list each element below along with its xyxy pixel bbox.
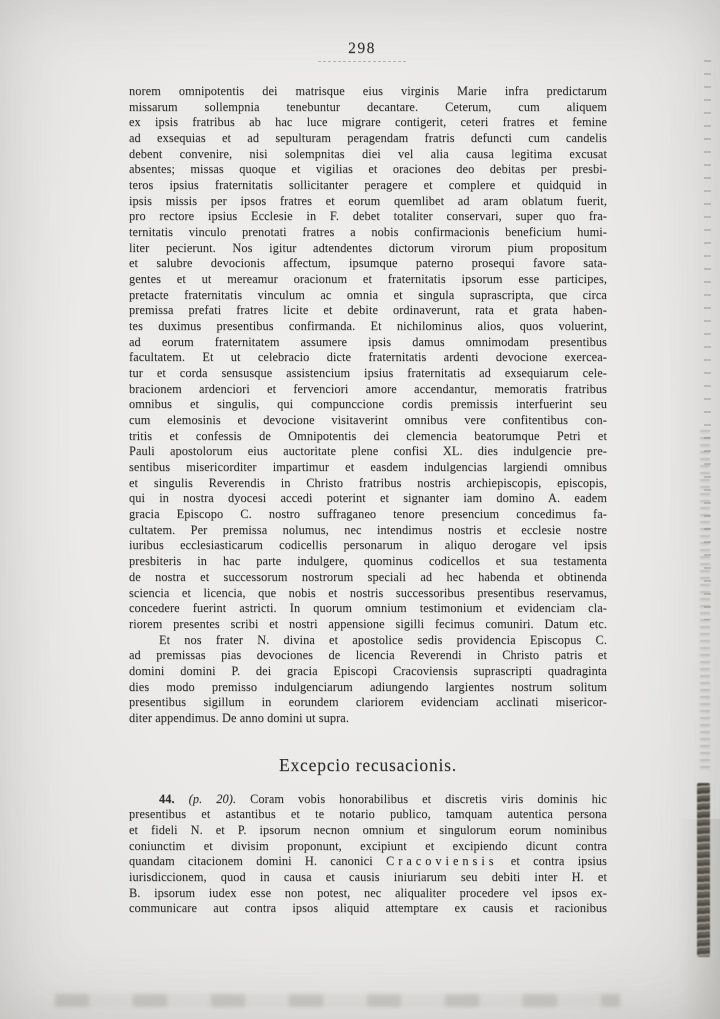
text-segment-italic: (p. 20). xyxy=(188,791,237,806)
text-line: pretacte fraternitatis vinculum ac omnia et singula suprascripta, que circa xyxy=(129,287,607,302)
text-line: tes duximus presentibus confirmanda. Et nichilominus alios, quos voluerint, xyxy=(129,319,607,334)
scan-speckle-column xyxy=(704,60,711,620)
text-line: ad premissas pias devociones de licencia Reverendi in Christo patris et xyxy=(129,648,607,663)
scan-corner-shade xyxy=(660,819,720,1019)
text-line: cum elemosinis et devocione visitaverint omnibus vere confitentibus con- xyxy=(129,413,607,428)
page-number-rule xyxy=(318,61,406,62)
text-line: liter pecierunt. Nos igitur adtendentes dictorum virorum pium propositum xyxy=(129,240,607,255)
text-line: premissa prefati fratres licite et debite ordinaverunt, rata et grata haben- xyxy=(129,303,607,318)
text-line: ad exsequias et ad sepulturam peragendam fratris defuncti cum candelis xyxy=(129,131,607,146)
text-line: domini domini P. dei gracia Episcopi Cracoviensis suprascripti quadraginta xyxy=(129,663,607,678)
text-line: cultatem. Per premissa nolumus, nec intendimus nostris et ecclesie nostre xyxy=(129,522,607,537)
page-header xyxy=(300,40,424,62)
text-line: presbiteris in hac parte indulgere, quominus codicellos et sua testamenta xyxy=(129,554,607,569)
paragraph xyxy=(129,84,607,633)
text-line: gentes et ut mereamur oracionum et fraternitatis ipsorum esse participes, xyxy=(129,272,607,287)
text-line: ipsis missis per ipsos fratres et eorum quemlibet ad aram oblatum fuerit, xyxy=(129,193,607,208)
text-line: ex ipsis fratribus ab hac luce migrare contigerit, ceteri fratres et femine xyxy=(129,115,607,130)
text-segment: Coram vobis honorabilibus et discretis viris dominis hic xyxy=(236,791,607,806)
text-line: ternitatis vinculo prenotati fratres a nobis confirmacionis beneficium humi- xyxy=(129,225,607,240)
text-line: bracionem ardenciori et fervenciori amore accendantur, memoratis fratribus xyxy=(129,381,607,396)
text-line: communicare aut contra ipsos aliquid attemptare ex causis et racionibus xyxy=(129,901,607,916)
text-line: Pauli apostolorum eius auctoritate plene confisi XL. dies indulgencie pre- xyxy=(129,444,607,459)
text-line: qui in nostra dyocesi accedi poterint et signanter iam domino A. eadem xyxy=(129,491,607,506)
text-line: ad eorum fraternitatem assumere ipsis damus omnimodam presentibus xyxy=(129,334,607,349)
text-line: concedere fuerint astricti. In quorum omnium testimonium et evidenciam cla- xyxy=(129,601,607,616)
text-line: et fideli N. et P. ipsorum necnon omnium et singulorum eorum nominibus xyxy=(129,822,607,837)
text-segment-bold: 44. xyxy=(159,791,175,806)
text-line: coniunctim et divisim proponunt, excipiunt et excipiendo dicunt contra xyxy=(129,838,607,853)
text-line: diter appendimus. De anno domini ut supra. xyxy=(129,710,350,725)
scan-bleedthrough-column xyxy=(700,430,710,770)
text-line: tur et corda sensusque assistencium ipsius fraternitatis ad exsequiarum cele- xyxy=(129,366,607,381)
text-line: sciencia et licencia, que nobis et nostris successoribus presentibus reservamus, xyxy=(129,585,607,600)
text-block xyxy=(129,84,607,917)
text-line: pro rectore ipsius Ecclesie in F. debet totaliter conservari, super quo fra- xyxy=(129,209,607,224)
text-line: presentibus et astantibus et te notario publico, tamquam autentica persona xyxy=(129,807,607,822)
text-line: iurisdiccionem, quod in causa et causis iniuriarum seu debiti inter H. et xyxy=(129,869,607,884)
text-line: de nostra et successorum nostrorum speciali ad hec habenda et obtinenda xyxy=(129,569,607,584)
page-number: 298 xyxy=(348,40,376,57)
text-line: norem omnipotentis dei matrisque eius virginis Marie infra predictarum xyxy=(129,84,607,98)
text-line: facultatem. Et ut celebracio dicte fraternitatis ardenti devocione exercea- xyxy=(129,350,607,365)
scan-edge-dark-strip xyxy=(697,783,710,957)
text-line: riorem presentes scribi et nostri appensione sigilli fecimus comuniri. Datum etc. xyxy=(129,616,607,631)
text-line: iuribus ecclesiasticarum codicellis personarum in aliquo derogare vel ipsis xyxy=(129,538,607,553)
text-line: gracia Episcopo C. nostro suffraganeo tenore presencium concedimus fa- xyxy=(129,507,607,522)
text-line: debent convenire, nisi solempnitas diei vel alia causa legitima excusat xyxy=(129,146,607,161)
text-line: Et nos frater N. divina et apostolice sedis providencia Episcopus C. xyxy=(159,632,607,647)
text-line: et salubre devocionis affectum, ipsumque paterno prosequi favore sata- xyxy=(129,256,607,271)
text-line: et singulis Reverendis in Christo fratribus nostris archiepiscopis, episcopis, xyxy=(129,475,607,490)
text-line: teros ipsius fraternitatis sollicitanter peragere et complere et quidquid in xyxy=(129,178,607,193)
text-segment xyxy=(175,792,189,806)
section-heading: Excepcio recusacionis. xyxy=(279,754,457,775)
text-line: tritis et confessis de Omnipotentis dei clemencia beatorumque Petri et xyxy=(129,428,607,443)
text-line: dies modo premisso indulgenciarum adiungendo largientes nostrum solitum xyxy=(129,679,607,694)
text-line: absentes; missas quoque et vigilias et oraciones deo debitas per presbi- xyxy=(129,162,607,177)
text-line xyxy=(129,854,607,870)
text-line: missarum sollempnia tenebuntur decantare. Ceterum, cum aliquem xyxy=(129,99,607,114)
scan-bottom-smudge xyxy=(55,994,620,1007)
paragraph xyxy=(129,792,607,917)
text-line: sentibus misericorditer impartimur et easdem indulgencias largiendi omnibus xyxy=(129,460,607,475)
text-segment-spaced: Cracoviensis xyxy=(386,854,498,869)
text-line xyxy=(129,792,607,808)
paragraph xyxy=(129,633,607,727)
text-line: omnibus et singulis, qui compunccione cordis premissis interfuerint seu xyxy=(129,397,607,412)
text-line: presentibus sigillum in eorundem clariorem evidenciam acclinati misericor- xyxy=(129,695,607,710)
text-segment: et contra ipsius xyxy=(497,854,607,869)
text-line: B. ipsorum iudex esse non potest, nec aliqualiter procedere vel ipsos ex- xyxy=(129,885,607,900)
text-segment: quandam citacionem domini H. canonici xyxy=(129,854,387,869)
